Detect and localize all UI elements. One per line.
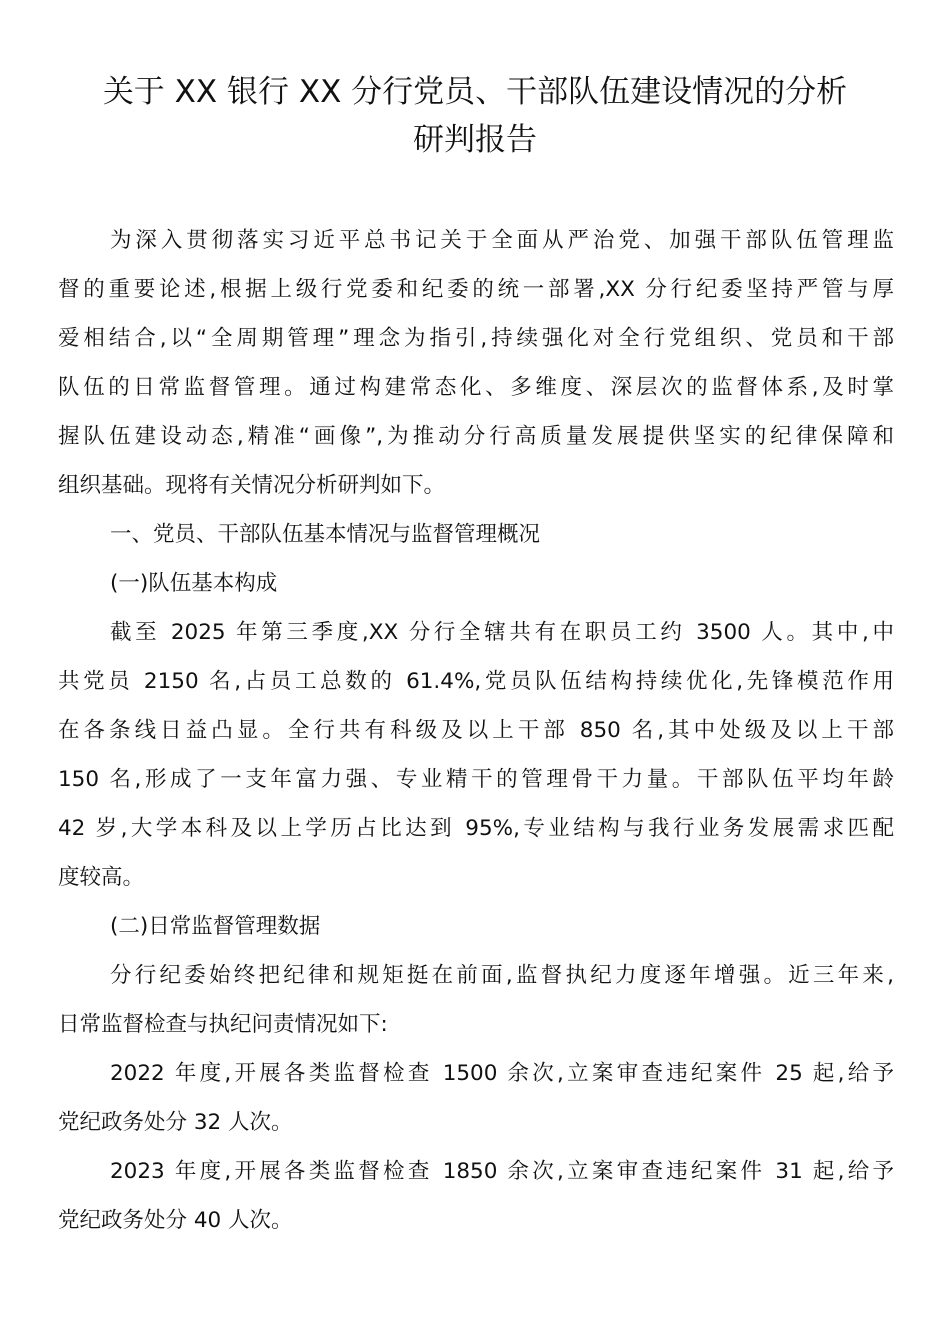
section-heading-1 (58, 510, 894, 559)
text-line: 150 名,形成了一支年富力强、专业精干的管理骨干力量。干部队伍平均年龄 (58, 767, 894, 792)
text-line: 2023 年度,开展各类监督检查 1850 余次,立案审查违纪案件 31 起,给予 (110, 1159, 894, 1184)
title-line: 关于 XX 银行 XX 分行党员、干部队伍建设情况的分析 (102, 74, 848, 110)
subsection-heading-2 (58, 902, 894, 951)
text-line: 党纪政务处分 40 人次。 (58, 1208, 293, 1233)
text-line: 队伍的日常监督管理。通过构建常态化、多维度、深层次的监督体系,及时掌 (58, 375, 894, 400)
paragraph-2023-data (58, 1147, 894, 1245)
document-title (0, 68, 950, 164)
text-line: 共党员 2150 名,占员工总数的 61.4%,党员队伍结构持续优化,先锋模范作用 (58, 669, 894, 694)
text-line: 42 岁,大学本科及以上学历占比达到 95%,专业结构与我行业务发展需求匹配 (58, 816, 894, 841)
text-line: 为深入贯彻落实习近平总书记关于全面从严治党、加强干部队伍管理监 (110, 228, 894, 253)
subsection-heading-1 (58, 559, 894, 608)
heading-text: (二)日常监督管理数据 (110, 914, 321, 939)
text-line: 组织基础。现将有关情况分析研判如下。 (58, 473, 446, 498)
document-body (58, 216, 894, 1245)
paragraph-2022-data (58, 1049, 894, 1147)
paragraph-supervision-intro (58, 951, 894, 1049)
text-line: 督的重要论述,根据上级行党委和纪委的统一部署,XX 分行纪委坚持严管与厚 (58, 277, 894, 302)
paragraph-staff-composition (58, 608, 894, 902)
text-line: 截至 2025 年第三季度,XX 分行全辖共有在职员工约 3500 人。其中,中 (110, 620, 894, 645)
text-line: 爱相结合,以“全周期管理”理念为指引,持续强化对全行党组织、党员和干部 (58, 326, 894, 351)
text-line: 度较高。 (58, 865, 145, 890)
text-line: 分行纪委始终把纪律和规矩挺在前面,监督执纪力度逐年增强。近三年来, (110, 963, 894, 988)
paragraph-intro (58, 216, 894, 510)
heading-text: 一、党员、干部队伍基本情况与监督管理概况 (110, 522, 541, 547)
text-line: 在各条线日益凸显。全行共有科级及以上干部 850 名,其中处级及以上干部 (58, 718, 894, 743)
heading-text: (一)队伍基本构成 (110, 571, 278, 596)
text-line: 党纪政务处分 32 人次。 (58, 1110, 293, 1135)
text-line: 2022 年度,开展各类监督检查 1500 余次,立案审查违纪案件 25 起,给予 (110, 1061, 894, 1086)
text-line: 握队伍建设动态,精准“画像”,为推动分行高质量发展提供坚实的纪律保障和 (58, 424, 894, 449)
title-line: 研判报告 (413, 122, 537, 158)
text-line: 日常监督检查与执纪问责情况如下: (58, 1012, 388, 1037)
